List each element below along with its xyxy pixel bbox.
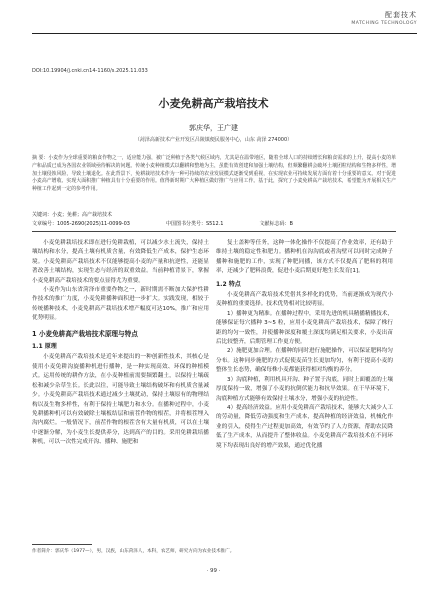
body-paragraph: 小麦免耕高产栽培技术是近年来提出的一种创新性技术，其核心是使用小麦免耕沟旋播种机进行播种，是一种实现高效、环保的种植模式。运用传统的耕作方法，在小麦种植前需要频繁翻土，以保持土壤疏松和减少杂草生长。长此以往，可能导致土壤结构破坏和有机质含量减少。小麦免耕高产栽培技术通过减少土壤扰动，保持土壤原有的物理结构以及生物多样性，有利于保持土壤肥力和水分。在播种过程中，小麦免耕播种机可以有效破除土壤板结层和前茬作物的根茬，并将根茬埋入沟内腐烂。一般情况下，前茬作物的根茬含有大量有机质，可以在土壤中逐渐分解，为小麦生长提供养分，达到高产的目的。采用免耕栽培播种机，可以一次性完成开沟、播种、施肥和 — [32, 354, 209, 446]
header-rule — [32, 33, 417, 34]
keywords: 关键词：小麦；免耕；高产栽培技术 — [32, 212, 113, 218]
body-paragraph: 3）沟底种植，利用机具开沟、种子置于沟底，同时上面覆盖的土壤厚度保持一致，增强了小麦的抗倒伏能力和抗旱效果。在干旱环境下，沟底种植方式能够有效保持土壤水分，增强小麦的抗逆性。 — [216, 376, 393, 402]
footnote-rule — [32, 544, 92, 545]
affiliation: （菏泽高新技术产业开发区吕陵镇便民服务中心，山东 菏泽 274000） — [134, 137, 293, 143]
article-title: 小麦免耕高产栽培技术 — [158, 97, 269, 110]
article-number: 文章编号：1005-2690(2025)11-0099-03 — [32, 221, 130, 227]
body-paragraph: 1）播种更为精准。在播种过程中，采用先进的机具精播精播技术，能够保证每穴播种 3~5 粒，应用小麦免耕高产栽培技术，保障了株行距的均匀一致性，并使播种深度和覆土深度均满足相关要求，小麦出苗后比较整齐，后期管理工作更方便。 — [216, 310, 393, 346]
section-title-en: MATCHING TECHNOLOGY — [351, 21, 417, 26]
subsection-heading: 1.1 原理 — [32, 343, 57, 351]
subsection-heading: 1.2 特点 — [216, 280, 241, 288]
body-paragraph: 小麦免耕栽培技术即在进行免耕栽植，可以减少水土流失，保持土壤结构和水分，提高土壤有机质含量，有效降低生产成本，保护生态环境。小麦免耕高产栽培技术不仅能够提高小麦的产量和抗逆性，还能显著改善土壤结构，实现生态与经济的双重效益。当前种植背景下，掌握小麦免耕高产栽培技术的要点显得尤为重要。 — [32, 240, 209, 284]
body-paragraph: 2）施肥更加合理。在播种的同时进行施肥操作，可以保证肥料均匀分布。这种同步施肥的方式促使麦苗生长更加均匀，有利于提高小麦的整体生长态势，确保每株小麦都能获得相对均衡的养分。 — [216, 348, 393, 374]
document-code: 文献标志码：B — [259, 221, 293, 227]
body-paragraph: 小麦作为山东省菏泽市重要作物之一，新时期需不断加大保护性耕作技术的推广力度，小麦免耕播种面积进一步扩大。实践发现，相较于传统播种技术，小麦免耕高产栽培技术增产幅度可达10%，推广和应用优势明显。 — [32, 287, 209, 322]
left-column — [32, 239, 209, 448]
author-footnote: 作者简介：郭庆华（1977—），男，汉族，山东菏泽人，本科，农艺师，研究方向为农业技术推广。 — [32, 549, 235, 554]
body-paragraph: 复土盖种等任务，这种一体化操作不仅提高了作业效率，还有助于维持土壤的稳定性和肥力。播种机在沟沟底或者沟壁可以同时完成种子播种和施肥的工作，实现了种肥同播，该方式不仅提高了肥料的利用率，还减少了肥料浪费，促进小麦后期更好地生长发育[1]。 — [216, 240, 393, 275]
journal-section-header — [351, 10, 417, 26]
doi-line: DOI:10.19904/j.cnki.cn14-1160/s.2025.11.033 — [32, 68, 148, 74]
authors: 郭庆华，王广建 — [189, 124, 238, 132]
body-paragraph: 4）提高经济效益。应用小麦免耕高产栽培技术，能够大大减少人工的劳动量，降低劳动强度和生产成本，提高种植的经济效益，机械化作业的引入，使得生产过程更加高效，有效节约了人力资源，帮助农民降低了生产成本，从而提升了整体收益。小麦免耕高产栽培技术在不同环境下均表现出良好的增产效果，通过优化播 — [216, 404, 393, 449]
meta-rule — [32, 231, 396, 232]
section-heading: 1 小麦免耕高产栽培技术原理与特点 — [32, 329, 138, 338]
body-paragraph: 小麦免耕高产栽培技术凭借其多样化的优势，当前逐渐成为现代小麦种植的重要选择。技术优势相对比较明显。 — [216, 292, 393, 308]
right-column — [216, 239, 393, 451]
page-number: · 99 · — [206, 568, 221, 574]
article-meta — [32, 220, 396, 227]
abstract: 摘 要：小麦作为全球重要的粮食作物之一，适应能力强，被广泛种植于各类气候区域内，尤其是在温带地区，随着全球人口的持续增长和粮食需求的上升，提高小麦的单产和品质已成为各国农业领域亟待解决的问题。传统小麦种植模式以翻耕和整地为主，虽能有效创建和加强土壤结构，但频繁翻耕会破坏土壤团粒结构和生物多样性，增加土壤侵蚀风险，导致土壤退化。在此背景下，免耕栽培技术作为一种可持续的农业发展模式逐渐受到重视，在实现农业可持续发展方面有着十分重要的意义。对于促进小麦高产增收、实现大面积推广种植具有十分重要的作用。值得新时期广大种植区做好推广与应用工作。基于此，探究了小麦免耕高产栽培技术，希望能为开展相关生产种植工作起到一定的参考作用。 — [32, 155, 396, 193]
section-title-cn: 配套技术 — [385, 11, 417, 19]
clc-number: 中国图书分类号：S512.1 — [165, 221, 224, 227]
